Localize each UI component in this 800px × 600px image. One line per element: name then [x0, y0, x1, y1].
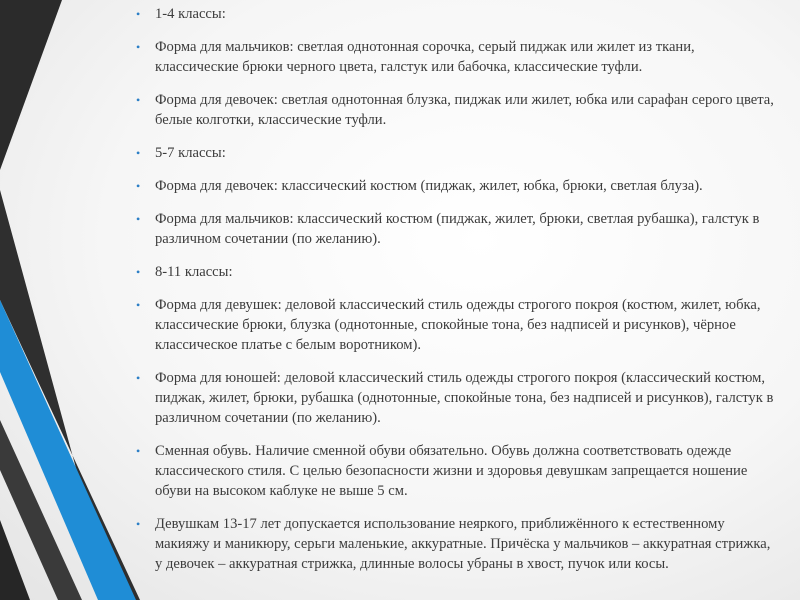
- list-item: [134, 295, 774, 355]
- item-text: Форма для юношей: деловой классический стиль одежды строгого покроя (классический костюм, пиджак, жилет, брюки, рубашка (однотонные, спокойные тона, без надписей и рисунков), галстук в различном сочетании (по желанию).: [155, 370, 774, 426]
- list-item: [134, 209, 774, 249]
- list-item: [134, 37, 774, 77]
- bullet-icon: •: [136, 93, 141, 107]
- slide-content: [134, 4, 774, 600]
- item-text: Форма для мальчиков: классический костюм (пиджак, жилет, брюки, светлая рубашка), галстук в различном сочетании (по желанию).: [155, 211, 760, 247]
- item-text: Девушкам 13-17 лет допускается использование неяркого, приближённого к естественному макияжу и маникюру, серьги маленькие, аккуратные. Причёска у мальчиков – аккуратная стрижка, у девочек – аккуратная стрижка, длинные волосы убраны в хвост, пучок или косы.: [155, 516, 771, 572]
- item-text: 8-11 классы:: [155, 264, 233, 280]
- decorative-stripes: [0, 0, 140, 600]
- list-item: [134, 4, 774, 24]
- list-item: [134, 90, 774, 130]
- bullet-icon: •: [136, 298, 141, 312]
- bullet-icon: •: [136, 179, 141, 193]
- item-text: Форма для девочек: светлая однотонная блузка, пиджак или жилет, юбка или сарафан серого цвета, белые колготки, классические туфли.: [155, 92, 774, 128]
- blue-stripe: [0, 300, 136, 600]
- bullet-icon: •: [136, 40, 141, 54]
- bullet-icon: •: [136, 371, 141, 385]
- item-text: Форма для девочек: классический костюм (пиджак, жилет, юбка, брюки, светлая блуза).: [155, 178, 703, 194]
- bullet-icon: •: [136, 265, 141, 279]
- item-text: 1-4 классы:: [155, 6, 226, 22]
- bullet-icon: •: [136, 444, 141, 458]
- item-text: Сменная обувь. Наличие сменной обуви обязательно. Обувь должна соответствовать одежде классического стиля. С целью безопасности жизни и здоровья девушкам запрещается ношение обуви на высоком каблуке не выше 5 см.: [155, 443, 748, 499]
- item-text: 5-7 классы:: [155, 145, 226, 161]
- bullet-icon: •: [136, 212, 141, 226]
- list-item: [134, 441, 774, 501]
- list-item: [134, 176, 774, 196]
- dark-stripe-top: [0, 0, 62, 170]
- list-item: [134, 143, 774, 163]
- item-text: Форма для девушек: деловой классический стиль одежды строгого покроя (костюм, жилет, юбка, классические брюки, блузка (однотонные, спокойные тона, без надписей и рисунков), чёрное классическое платье с белым воротником).: [155, 297, 761, 353]
- list-item: [134, 262, 774, 282]
- bullet-icon: •: [136, 517, 141, 531]
- list-item: [134, 368, 774, 428]
- bullet-icon: •: [136, 146, 141, 160]
- dark-stripe-corner: [0, 520, 30, 600]
- list-item: [134, 514, 774, 574]
- item-text: Форма для мальчиков: светлая однотонная сорочка, серый пиджак или жилет из ткани, классические брюки черного цвета, галстук или бабочка, классические туфли.: [155, 39, 695, 75]
- bullet-icon: •: [136, 7, 141, 21]
